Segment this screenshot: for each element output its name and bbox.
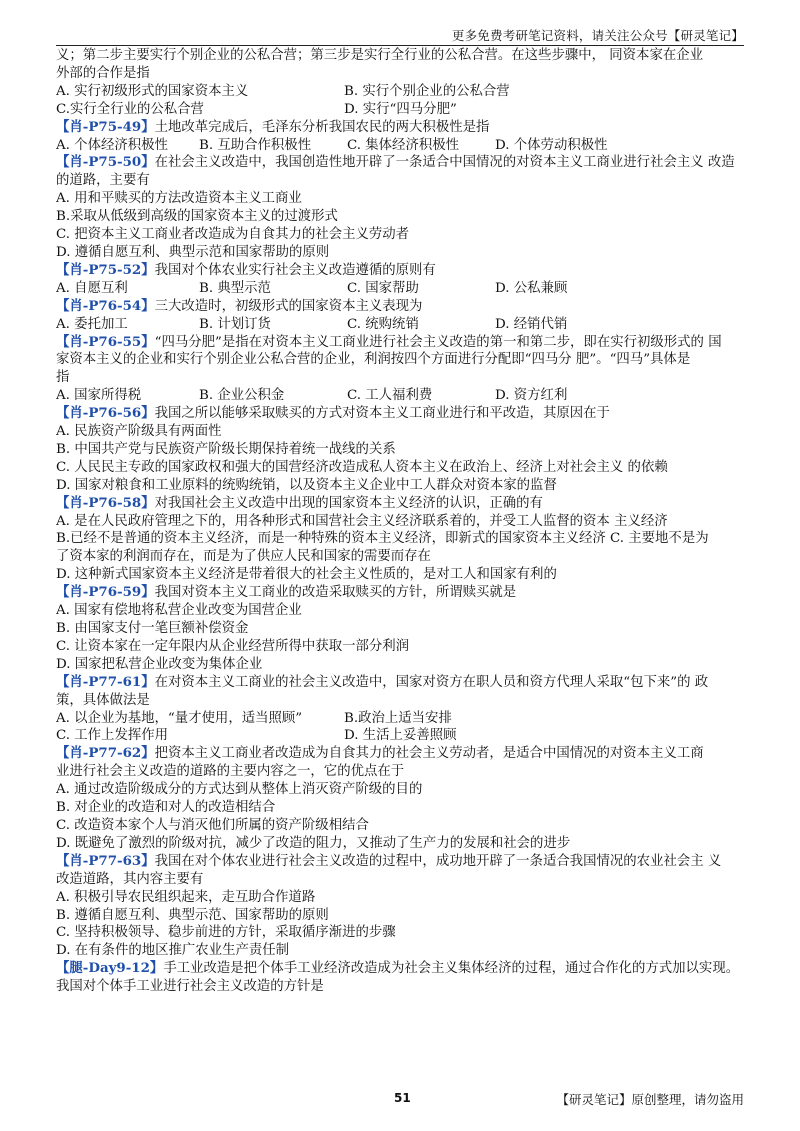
question-tag: 【腿-Day9-12】 — [56, 960, 164, 977]
answer-option: C. 改造资本家个人与消灭他们所属的资产阶级相结合 — [56, 817, 369, 833]
question-block — [56, 674, 746, 746]
question-stem-text: 三大改造时，初级形式的国家资本主义表现为 — [154, 298, 423, 314]
answer-option: C. 国家帮助 — [347, 280, 419, 296]
question-block — [56, 262, 746, 298]
question-tag: 【肖-P77-62】 — [56, 745, 155, 762]
answer-option-row — [56, 101, 746, 119]
question-block — [56, 154, 746, 261]
question-stem-text: 业进行社会主义改造的道路的主要内容之一，它的优点在于 — [56, 764, 405, 780]
answer-option: D. 经销代销 — [495, 316, 568, 332]
question-stem-text: 我国对个体农业实行社会主义改造遵循的原则有 — [154, 262, 436, 278]
question-stem-line — [56, 262, 746, 280]
answer-option: A. 通过改造阶级成分的方式达到从整体上消灭资产阶级的目的 — [56, 782, 423, 798]
answer-option: B. 计划订货 — [199, 316, 271, 332]
answer-option: A. 国家所得税 — [56, 388, 142, 404]
question-tag: 【肖-P76-58】 — [56, 494, 155, 511]
question-stem-text: 指 — [56, 370, 70, 386]
answer-option: C. 把资本主义工商业者改造成为自食其力的社会主义劳动者 — [56, 227, 410, 243]
question-block — [56, 405, 746, 495]
question-stem-text: 对我国社会主义改造中出现的国家资本主义经济的认识，正确的有 — [154, 495, 543, 511]
question-tag: 【肖-P77-61】 — [56, 673, 155, 690]
question-tag: 【肖-P76-54】 — [56, 297, 155, 314]
answer-option-row — [56, 316, 746, 334]
question-block — [56, 853, 746, 960]
answer-option: B. 遵循自愿互利、典型示范、国家帮助的原则 — [56, 907, 329, 923]
answer-option: C. 工人福利费 — [347, 388, 433, 404]
question-stem-line — [56, 47, 746, 65]
answer-option: D. 实行“四马分肥” — [344, 101, 457, 117]
answer-option: D. 遵循自愿互利、典型示范和国家帮助的原则 — [56, 244, 330, 260]
answer-option: A. 以企业为基地，“量才使用，适当照顾” — [56, 710, 303, 726]
answer-option-row — [56, 710, 746, 728]
answer-option: B.已经不是普通的资本主义经济，而是一种特殊的资本主义经济，即新式的国家资本主义经济 C. 主要地不是为 — [56, 531, 709, 547]
question-stem-line — [56, 978, 746, 996]
question-stem-text: 我国对资本主义工商业的改造采取赎买的方针，所谓赎买就是 — [154, 585, 517, 601]
question-block — [56, 960, 746, 996]
question-stem-text: 在社会主义改造中，我国创造性地开辟了一条适合中国情况的对资本主义工商业进行社会主义 改造 — [154, 155, 735, 171]
answer-option: B.采取从低级到高级的国家资本主义的过渡形式 — [56, 209, 338, 225]
question-block — [56, 119, 746, 155]
answer-option: C. 统购统销 — [347, 316, 419, 332]
question-block — [56, 47, 746, 119]
question-tag: 【肖-P76-59】 — [56, 584, 155, 601]
question-tag: 【肖-P76-56】 — [56, 405, 155, 422]
question-stem-line — [56, 853, 746, 871]
answer-option: A. 民族资产阶级具有两面性 — [56, 424, 222, 440]
answer-option: A. 用和平赎买的方法改造资本主义工商业 — [56, 191, 302, 207]
question-tag: 【肖-P76-55】 — [56, 333, 155, 350]
question-stem-text: 家资本主义的企业和实行个别企业公私合营的企业，利润按四个方面进行分配即“四马分 肥”。“四马”具体是 — [56, 352, 691, 368]
question-block — [56, 495, 746, 585]
question-stem-line — [56, 674, 746, 692]
answer-option: A. 自愿互利 — [56, 280, 128, 296]
answer-option: B. 实行个别企业的公私合营 — [344, 83, 510, 99]
question-stem-line — [56, 745, 746, 763]
question-tag: 【肖-P75-50】 — [56, 154, 155, 171]
question-stem-text: 我国之所以能够采取赎买的方式对资本主义工商业进行和平改造，其原因在于 — [154, 406, 610, 422]
question-stem-line — [56, 154, 746, 172]
question-stem-line — [56, 65, 746, 83]
question-stem-line — [56, 172, 746, 190]
question-stem-line — [56, 960, 746, 978]
question-tag: 【肖-P75-49】 — [56, 118, 155, 135]
answer-option-row — [56, 83, 746, 101]
question-block — [56, 584, 746, 674]
answer-option: D. 国家把私营企业改变为集体企业 — [56, 656, 263, 672]
answer-option: B. 企业公积金 — [199, 388, 285, 404]
answer-option: D. 在有条件的地区推广农业生产责任制 — [56, 943, 290, 959]
question-stem-text: 把资本主义工商业者改造成为自食其力的社会主义劳动者，是适合中国情况的对资本主义工商 — [154, 746, 704, 762]
answer-option: B. 典型示范 — [199, 280, 271, 296]
answer-option: A. 个体经济积极性 — [56, 137, 168, 153]
question-stem-line — [56, 495, 746, 513]
question-block — [56, 745, 746, 852]
question-stem-text: 的道路，主要有 — [56, 173, 150, 189]
question-stem-line — [56, 584, 746, 602]
answer-option: C. 工作上发挥作用 — [56, 728, 169, 744]
answer-option: D. 个体劳动积极性 — [495, 137, 608, 153]
question-block — [56, 334, 746, 406]
page-number: 51 — [394, 1091, 411, 1105]
question-stem-line — [56, 334, 746, 352]
question-tag: 【肖-P75-52】 — [56, 261, 155, 278]
question-stem-text: 改造道路，其内容主要有 — [56, 871, 204, 887]
question-stem-text: 我国对个体手工业进行社会主义改造的方针是 — [56, 979, 324, 995]
header-note: 更多免费考研笔记资料，请关注公众号【研灵笔记】 — [451, 28, 744, 43]
question-stem-line — [56, 405, 746, 423]
question-stem-text: “四马分肥”是指在对资本主义工商业进行社会主义改造的第一和第二步，即在实行初级形式的 国 — [154, 334, 722, 350]
answer-option: C. 集体经济积极性 — [347, 137, 460, 153]
question-stem-line — [56, 763, 746, 781]
answer-option: C. 人民民主专政的国家政权和强大的国营经济改造成私人资本主义在政治上、经济上对社会主义 的依赖 — [56, 459, 668, 475]
answer-option-row — [56, 727, 746, 745]
answer-option: 了资本家的利润而存在，而是为了供应人民和国家的需要而存在 — [56, 549, 431, 565]
answer-option: A. 积极引导农民组织起来，走互助合作道路 — [56, 889, 316, 905]
answer-option: A. 是在人民政府管理之下的，用各种形式和国营社会主义经济联系着的，并受工人监督的资本 主义经济 — [56, 513, 668, 529]
question-stem-text: 手工业改造是把个体手工业经济改造成为社会主义集体经济的过程，通过合作化的方式加以实现。 — [163, 961, 740, 977]
question-stem-text: 义；第二步主要实行个别企业的公私合营；第三步是实行全行业的公私合营。在这些步骤中， 同资本家在企业 — [56, 48, 704, 63]
question-stem-text: 外部的合作是指 — [56, 65, 150, 81]
answer-option: B. 中国共产党与民族资产阶级长期保持着统一战线的关系 — [56, 441, 396, 457]
answer-option: D. 生活上妥善照顾 — [344, 728, 457, 744]
question-stem-text: 在对资本主义工商业的社会主义改造中，国家对资方在职人员和资方代理人采取“包下来”的 政 — [154, 674, 709, 690]
answer-option: B. 互助合作积极性 — [199, 137, 312, 153]
question-stem-line — [56, 298, 746, 316]
header-divider — [56, 45, 744, 46]
question-stem-line — [56, 871, 746, 889]
question-stem-line — [56, 351, 746, 369]
question-stem-text: 我国在对个体农业进行社会主义改造的过程中，成功地开辟了一条适合我国情况的农业社会主 义 — [154, 853, 722, 869]
answer-option: D. 资方红利 — [495, 388, 568, 404]
question-stem-text: 土地改革完成后，毛泽东分析我国农民的两大积极性是指 — [154, 119, 490, 135]
answer-option: A. 实行初级形式的国家资本主义 — [56, 83, 249, 99]
answer-option: C. 让资本家在一定年限内从企业经营所得中获取一部分利润 — [56, 638, 410, 654]
answer-option: A. 国家有偿地将私营企业改变为国营企业 — [56, 603, 302, 619]
question-block — [56, 298, 746, 334]
footer-note: 【研灵笔记】原创整理，请勿盗用 — [556, 1092, 744, 1107]
question-tag: 【肖-P77-63】 — [56, 852, 155, 869]
question-list — [56, 47, 746, 996]
answer-option: B. 对企业的改造和对人的改造相结合 — [56, 800, 276, 816]
answer-option-row — [56, 387, 746, 405]
answer-option: D. 公私兼顾 — [495, 280, 568, 296]
answer-option: B. 由国家支付一笔巨额补偿资金 — [56, 621, 249, 636]
answer-option-row — [56, 280, 746, 298]
question-stem-line — [56, 119, 746, 137]
answer-option: A. 委托加工 — [56, 316, 128, 332]
answer-option: C.实行全行业的公私合营 — [56, 101, 204, 117]
question-stem-line — [56, 692, 746, 710]
answer-option: D. 国家对粮食和工业原料的统购统销，以及资本主义企业中工人群众对资本家的监督 — [56, 477, 557, 493]
answer-option: B.政治上适当安排 — [344, 710, 452, 726]
answer-option: C. 坚持积极领导、稳步前进的方针，采取循序渐进的步骤 — [56, 925, 396, 941]
answer-option-row — [56, 137, 746, 155]
question-stem-text: 策，具体做法是 — [56, 692, 150, 708]
answer-option: D. 这种新式国家资本主义经济是带着很大的社会主义性质的，是对工人和国家有利的 — [56, 567, 557, 583]
question-stem-line — [56, 369, 746, 387]
answer-option: D. 既避免了激烈的阶级对抗，减少了改造的阻力，又推动了生产力的发展和社会的进步 — [56, 835, 571, 851]
